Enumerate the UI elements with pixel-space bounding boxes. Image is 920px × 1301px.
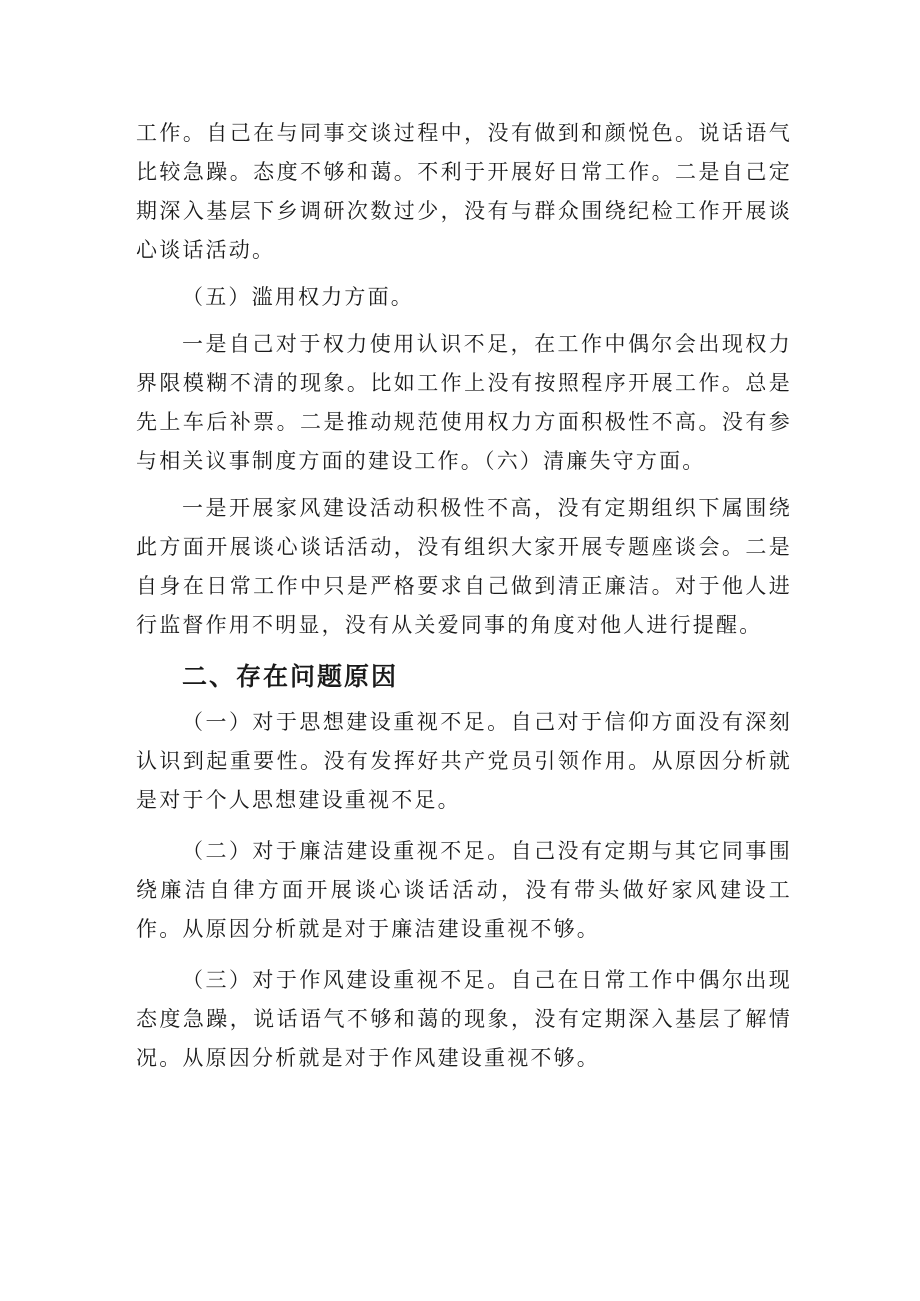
paragraph-abuse-of-power: 一是自己对于权力使用认识不足，在工作中偶尔会出现权力界限模糊不清的现象。比如工作上没有按照程序开展工作。总是先上车后补票。二是推动规范使用权力方面积极性不高。没有参与相关议事制度方面的建设工作。（六）清廉失守方面。	[136, 332, 792, 473]
paragraph-integrity: 一是开展家风建设活动积极性不高，没有定期组织下属围绕此方面开展谈心谈话活动，没有组织大家开展专题座谈会。二是自身在日常工作中只是严格要求自己做到清正廉洁。对于他人进行监督作用不明显，没有从关爱同事的角度对他人进行提醒。	[136, 496, 792, 637]
section-heading-causes: 二、存在问题原因	[182, 662, 399, 691]
subheading-abuse-of-power: （五）滥用权力方面。	[182, 285, 414, 309]
paragraph-continuation: 工作。自己在与同事交谈过程中，没有做到和颜悦色。说话语气比较急躁。态度不够和蔼。不利于开展好日常工作。二是自己定期深入基层下乡调研次数过少，没有与群众围绕纪检工作开展谈心谈话活动。	[136, 121, 792, 262]
paragraph-cause-1: （一）对于思想建设重视不足。自己对于信仰方面没有深刻认识到起重要性。没有发挥好共产党员引领作用。从原因分析就是对于个人思想建设重视不足。	[136, 710, 792, 812]
paragraph-cause-3: （三）对于作风建设重视不足。自己在日常工作中偶尔出现态度急躁，说话语气不够和蔼的现象，没有定期深入基层了解情况。从原因分析就是对于作风建设重视不够。	[136, 968, 792, 1070]
paragraph-cause-2: （二）对于廉洁建设重视不足。自己没有定期与其它同事围绕廉洁自律方面开展谈心谈话活动，没有带头做好家风建设工作。从原因分析就是对于廉洁建设重视不够。	[136, 839, 792, 941]
